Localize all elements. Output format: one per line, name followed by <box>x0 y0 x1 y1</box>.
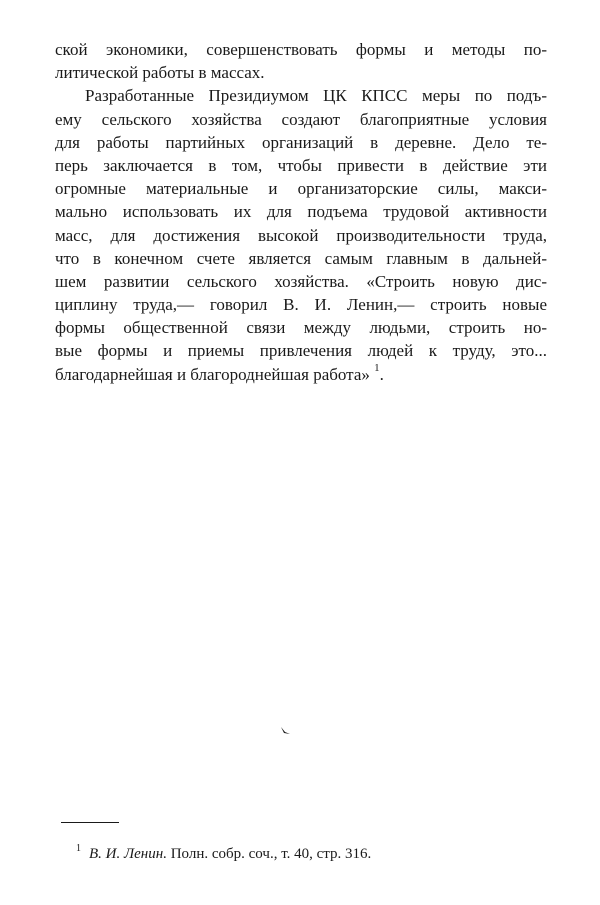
text-line: мально использовать их для подъема трудовой активности <box>55 202 547 222</box>
footnote-marker: 1 <box>76 843 81 854</box>
text-line: шем развитии сельского хозяйства. «Строить новую дис- <box>55 271 547 291</box>
text-line: что в конечном счете является самым главным в дальней- <box>55 248 547 268</box>
footnote-divider <box>61 822 119 823</box>
text-line: ской экономики, совершенствовать формы и методы по- <box>55 40 547 59</box>
text-line: вые формы и приемы привлечения людей к труду, это... <box>55 341 547 361</box>
text-line: литической работы в массах. <box>55 63 265 83</box>
print-mark-icon <box>280 726 292 736</box>
text-line: Разработанные Президиумом ЦК КПСС меры по подъ- <box>85 86 547 106</box>
sentence-period: . <box>379 364 384 384</box>
footnote-author: В. И. Ленин. <box>89 846 167 862</box>
footnote-reference[interactable]: 1 <box>374 361 380 374</box>
text-line-final <box>55 363 547 386</box>
footnote-source: Полн. собр. соч., т. 40, стр. 316. <box>166 846 372 862</box>
text-line: для работы партийных организаций в деревне. Дело те- <box>55 132 547 152</box>
text-line: ему сельского хозяйства создают благоприятные условия <box>55 109 547 129</box>
text-line-content: благодарнейшая и благороднейшая работа» <box>55 364 375 384</box>
text-line: огромные материальные и организаторские силы, макси- <box>55 179 547 199</box>
footnote <box>76 845 371 863</box>
text-line: перь заключается в том, чтобы привести в действие эти <box>55 155 547 175</box>
body-text <box>55 38 547 386</box>
text-line: формы общественной связи между людьми, строить но- <box>55 318 547 338</box>
text-line: масс, для достижения высокой производительности труда, <box>55 225 547 245</box>
text-line: циплину труда,— говорил В. И. Ленин,— строить новые <box>55 295 547 315</box>
